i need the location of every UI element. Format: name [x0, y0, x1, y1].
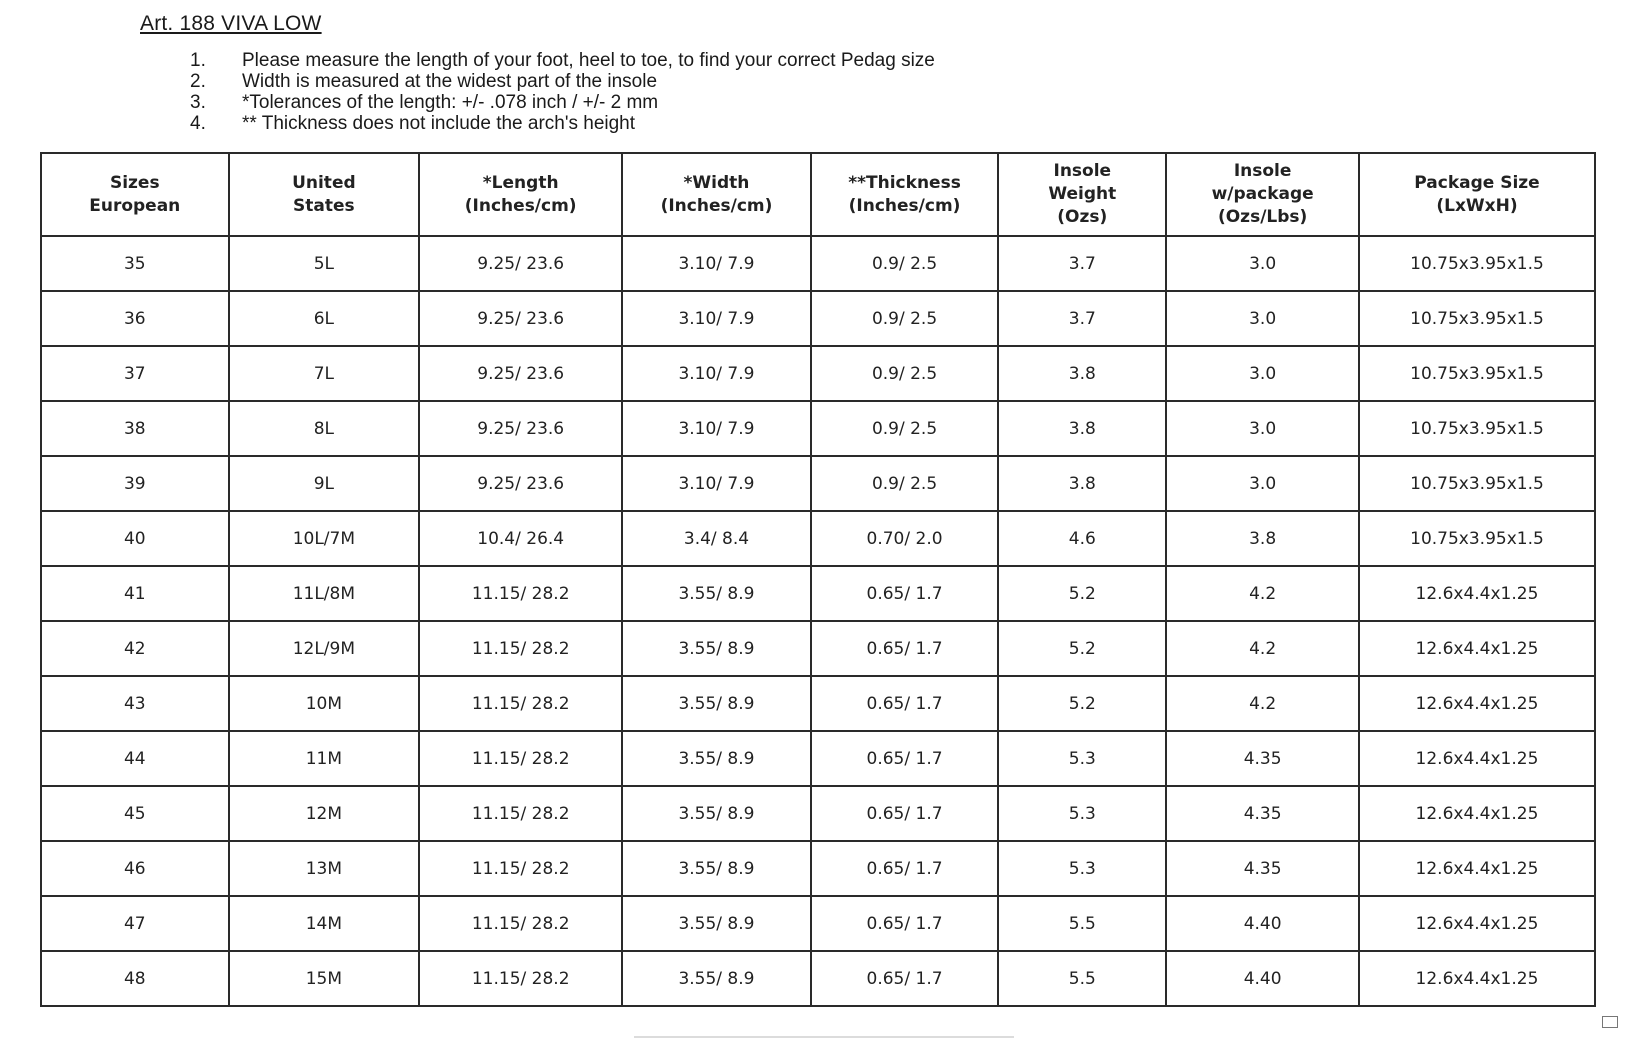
table-row: [41, 291, 1595, 346]
table-cell: 11M: [229, 731, 420, 786]
notes-list: [190, 50, 935, 134]
table-cell: 5L: [229, 236, 420, 291]
table-cell: 3.0: [1166, 456, 1359, 511]
column-header: [41, 153, 229, 236]
table-cell: 3.8: [998, 346, 1166, 401]
table-cell: 0.65/ 1.7: [811, 786, 999, 841]
table-cell: 46: [41, 841, 229, 896]
column-header-line: (Inches/cm): [660, 195, 773, 216]
table-cell: 36: [41, 291, 229, 346]
note-number: 3.: [190, 92, 206, 113]
table-header-row: [41, 153, 1595, 236]
note-number: 2.: [190, 71, 206, 92]
table-row: [41, 676, 1595, 731]
corner-marker: [1602, 1016, 1618, 1028]
table-cell: 14M: [229, 896, 420, 951]
table-cell: 3.0: [1166, 346, 1359, 401]
note-item: [190, 113, 935, 134]
table-cell: 10.75x3.95x1.5: [1359, 511, 1595, 566]
table-cell: 3.55/ 8.9: [622, 896, 811, 951]
table-cell: 11L/8M: [229, 566, 420, 621]
table-cell: 0.65/ 1.7: [811, 896, 999, 951]
table-cell: 11.15/ 28.2: [419, 566, 622, 621]
table-cell: 44: [41, 731, 229, 786]
table-body: [41, 236, 1595, 1006]
table-cell: 12.6x4.4x1.25: [1359, 676, 1595, 731]
table-row: [41, 896, 1595, 951]
table-cell: 5.2: [998, 621, 1166, 676]
note-item: [190, 50, 935, 71]
table-cell: 9.25/ 23.6: [419, 401, 622, 456]
note-number: 1.: [190, 50, 206, 71]
table-cell: 3.55/ 8.9: [622, 566, 811, 621]
column-header-line: **Thickness: [848, 172, 961, 193]
table-cell: 12.6x4.4x1.25: [1359, 786, 1595, 841]
note-text: ** Thickness does not include the arch's height: [242, 113, 636, 134]
table-cell: 4.2: [1166, 566, 1359, 621]
table-cell: 13M: [229, 841, 420, 896]
table-cell: 9.25/ 23.6: [419, 456, 622, 511]
table-cell: 11.15/ 28.2: [419, 786, 622, 841]
table-cell: 3.8: [998, 456, 1166, 511]
table-cell: 6L: [229, 291, 420, 346]
table-row: [41, 841, 1595, 896]
table-cell: 3.10/ 7.9: [622, 346, 811, 401]
table-row: [41, 401, 1595, 456]
table-cell: 9.25/ 23.6: [419, 346, 622, 401]
column-header-line: (Ozs): [1057, 207, 1108, 227]
table-cell: 10L/7M: [229, 511, 420, 566]
table-cell: 3.55/ 8.9: [622, 676, 811, 731]
table-cell: 42: [41, 621, 229, 676]
table-cell: 10.75x3.95x1.5: [1359, 236, 1595, 291]
table-cell: 5.3: [998, 731, 1166, 786]
table-cell: 48: [41, 951, 229, 1006]
table-row: [41, 236, 1595, 291]
table-cell: 0.9/ 2.5: [811, 401, 999, 456]
column-header-line: w/package: [1211, 184, 1314, 204]
table-cell: 3.8: [1166, 511, 1359, 566]
column-header-line: *Width: [683, 172, 750, 193]
table-row: [41, 731, 1595, 786]
table-cell: 4.35: [1166, 841, 1359, 896]
table-cell: 4.40: [1166, 896, 1359, 951]
table-cell: 41: [41, 566, 229, 621]
table-cell: 11.15/ 28.2: [419, 621, 622, 676]
table-cell: 0.9/ 2.5: [811, 236, 999, 291]
table-cell: 0.65/ 1.7: [811, 841, 999, 896]
table-cell: 0.65/ 1.7: [811, 566, 999, 621]
table-cell: 39: [41, 456, 229, 511]
table-cell: 3.55/ 8.9: [622, 841, 811, 896]
table-cell: 11.15/ 28.2: [419, 841, 622, 896]
table-cell: 0.65/ 1.7: [811, 676, 999, 731]
table-cell: 37: [41, 346, 229, 401]
table-cell: 12.6x4.4x1.25: [1359, 951, 1595, 1006]
document-title: Art. 188 VIVA LOW: [140, 12, 322, 35]
table-row: [41, 951, 1595, 1006]
table-cell: 9.25/ 23.6: [419, 236, 622, 291]
table-row: [41, 566, 1595, 621]
column-header: [998, 153, 1166, 236]
table-cell: 3.0: [1166, 236, 1359, 291]
table-cell: 0.65/ 1.7: [811, 731, 999, 786]
table-cell: 43: [41, 676, 229, 731]
table-cell: 5.2: [998, 566, 1166, 621]
table-cell: 5.5: [998, 951, 1166, 1006]
table-row: [41, 511, 1595, 566]
table-cell: 47: [41, 896, 229, 951]
table-cell: 3.55/ 8.9: [622, 621, 811, 676]
column-header-line: (LxWxH): [1436, 195, 1518, 216]
table-cell: 3.8: [998, 401, 1166, 456]
divider: [634, 1036, 1014, 1038]
table-cell: 9L: [229, 456, 420, 511]
table-cell: 5.3: [998, 786, 1166, 841]
column-header: [419, 153, 622, 236]
table-cell: 12M: [229, 786, 420, 841]
table-cell: 8L: [229, 401, 420, 456]
table-cell: 3.55/ 8.9: [622, 951, 811, 1006]
table-cell: 10.75x3.95x1.5: [1359, 456, 1595, 511]
table-cell: 12.6x4.4x1.25: [1359, 621, 1595, 676]
table-cell: 0.9/ 2.5: [811, 291, 999, 346]
note-text: Width is measured at the widest part of the insole: [242, 71, 658, 92]
table-row: [41, 346, 1595, 401]
table-cell: 12.6x4.4x1.25: [1359, 841, 1595, 896]
table-cell: 12.6x4.4x1.25: [1359, 731, 1595, 786]
table-row: [41, 621, 1595, 676]
table-cell: 10M: [229, 676, 420, 731]
table-row: [41, 456, 1595, 511]
column-header-line: Sizes: [109, 172, 160, 193]
column-header-line: (Inches/cm): [464, 195, 577, 216]
column-header-line: United: [292, 172, 356, 193]
column-header-line: *Length: [482, 172, 559, 193]
table-cell: 4.40: [1166, 951, 1359, 1006]
table-cell: 5.2: [998, 676, 1166, 731]
table-cell: 4.6: [998, 511, 1166, 566]
table-cell: 5.5: [998, 896, 1166, 951]
table-cell: 11.15/ 28.2: [419, 676, 622, 731]
table-cell: 0.9/ 2.5: [811, 456, 999, 511]
table-cell: 0.65/ 1.7: [811, 951, 999, 1006]
table-cell: 10.75x3.95x1.5: [1359, 401, 1595, 456]
table-cell: 0.65/ 1.7: [811, 621, 999, 676]
table-cell: 9.25/ 23.6: [419, 291, 622, 346]
table-cell: 0.9/ 2.5: [811, 346, 999, 401]
column-header: [229, 153, 420, 236]
column-header-line: Insole: [1233, 161, 1292, 181]
note-item: [190, 71, 935, 92]
table-cell: 11.15/ 28.2: [419, 896, 622, 951]
table-cell: 10.4/ 26.4: [419, 511, 622, 566]
note-text: *Tolerances of the length: +/- .078 inch / +/- 2 mm: [242, 92, 659, 113]
table-cell: 10.75x3.95x1.5: [1359, 346, 1595, 401]
table-cell: 38: [41, 401, 229, 456]
table-cell: 4.35: [1166, 786, 1359, 841]
table-cell: 40: [41, 511, 229, 566]
table-cell: 3.10/ 7.9: [622, 401, 811, 456]
table-cell: 3.55/ 8.9: [622, 731, 811, 786]
column-header-line: States: [293, 195, 355, 216]
column-header-line: (Inches/cm): [848, 195, 961, 216]
table-cell: 11.15/ 28.2: [419, 951, 622, 1006]
table-cell: 3.4/ 8.4: [622, 511, 811, 566]
table-cell: 15M: [229, 951, 420, 1006]
size-chart-table: [40, 152, 1596, 1007]
table-cell: 35: [41, 236, 229, 291]
table-cell: 3.7: [998, 291, 1166, 346]
column-header: [1359, 153, 1595, 236]
table-cell: 11.15/ 28.2: [419, 731, 622, 786]
column-header: [622, 153, 811, 236]
table-cell: 3.7: [998, 236, 1166, 291]
note-number: 4.: [190, 113, 206, 134]
column-header-line: European: [89, 195, 181, 216]
table-cell: 7L: [229, 346, 420, 401]
table-cell: 3.0: [1166, 401, 1359, 456]
table-row: [41, 786, 1595, 841]
table-cell: 45: [41, 786, 229, 841]
column-header-line: Weight: [1048, 184, 1117, 204]
table-cell: 3.10/ 7.9: [622, 236, 811, 291]
column-header: [811, 153, 999, 236]
table-cell: 4.2: [1166, 676, 1359, 731]
table-cell: 3.10/ 7.9: [622, 291, 811, 346]
table-cell: 3.0: [1166, 291, 1359, 346]
table-cell: 12.6x4.4x1.25: [1359, 896, 1595, 951]
table-cell: 0.70/ 2.0: [811, 511, 999, 566]
table-cell: 3.10/ 7.9: [622, 456, 811, 511]
column-header-line: (Ozs/Lbs): [1217, 207, 1308, 227]
column-header: [1166, 153, 1359, 236]
column-header-line: Insole: [1053, 161, 1112, 181]
table-cell: 12L/9M: [229, 621, 420, 676]
note-item: [190, 92, 935, 113]
note-text: Please measure the length of your foot, heel to toe, to find your correct Pedag size: [242, 50, 935, 71]
table-cell: 4.2: [1166, 621, 1359, 676]
table-cell: 4.35: [1166, 731, 1359, 786]
column-header-line: Package Size: [1414, 172, 1540, 193]
table-cell: 10.75x3.95x1.5: [1359, 291, 1595, 346]
table-cell: 5.3: [998, 841, 1166, 896]
table-cell: 3.55/ 8.9: [622, 786, 811, 841]
table-cell: 12.6x4.4x1.25: [1359, 566, 1595, 621]
